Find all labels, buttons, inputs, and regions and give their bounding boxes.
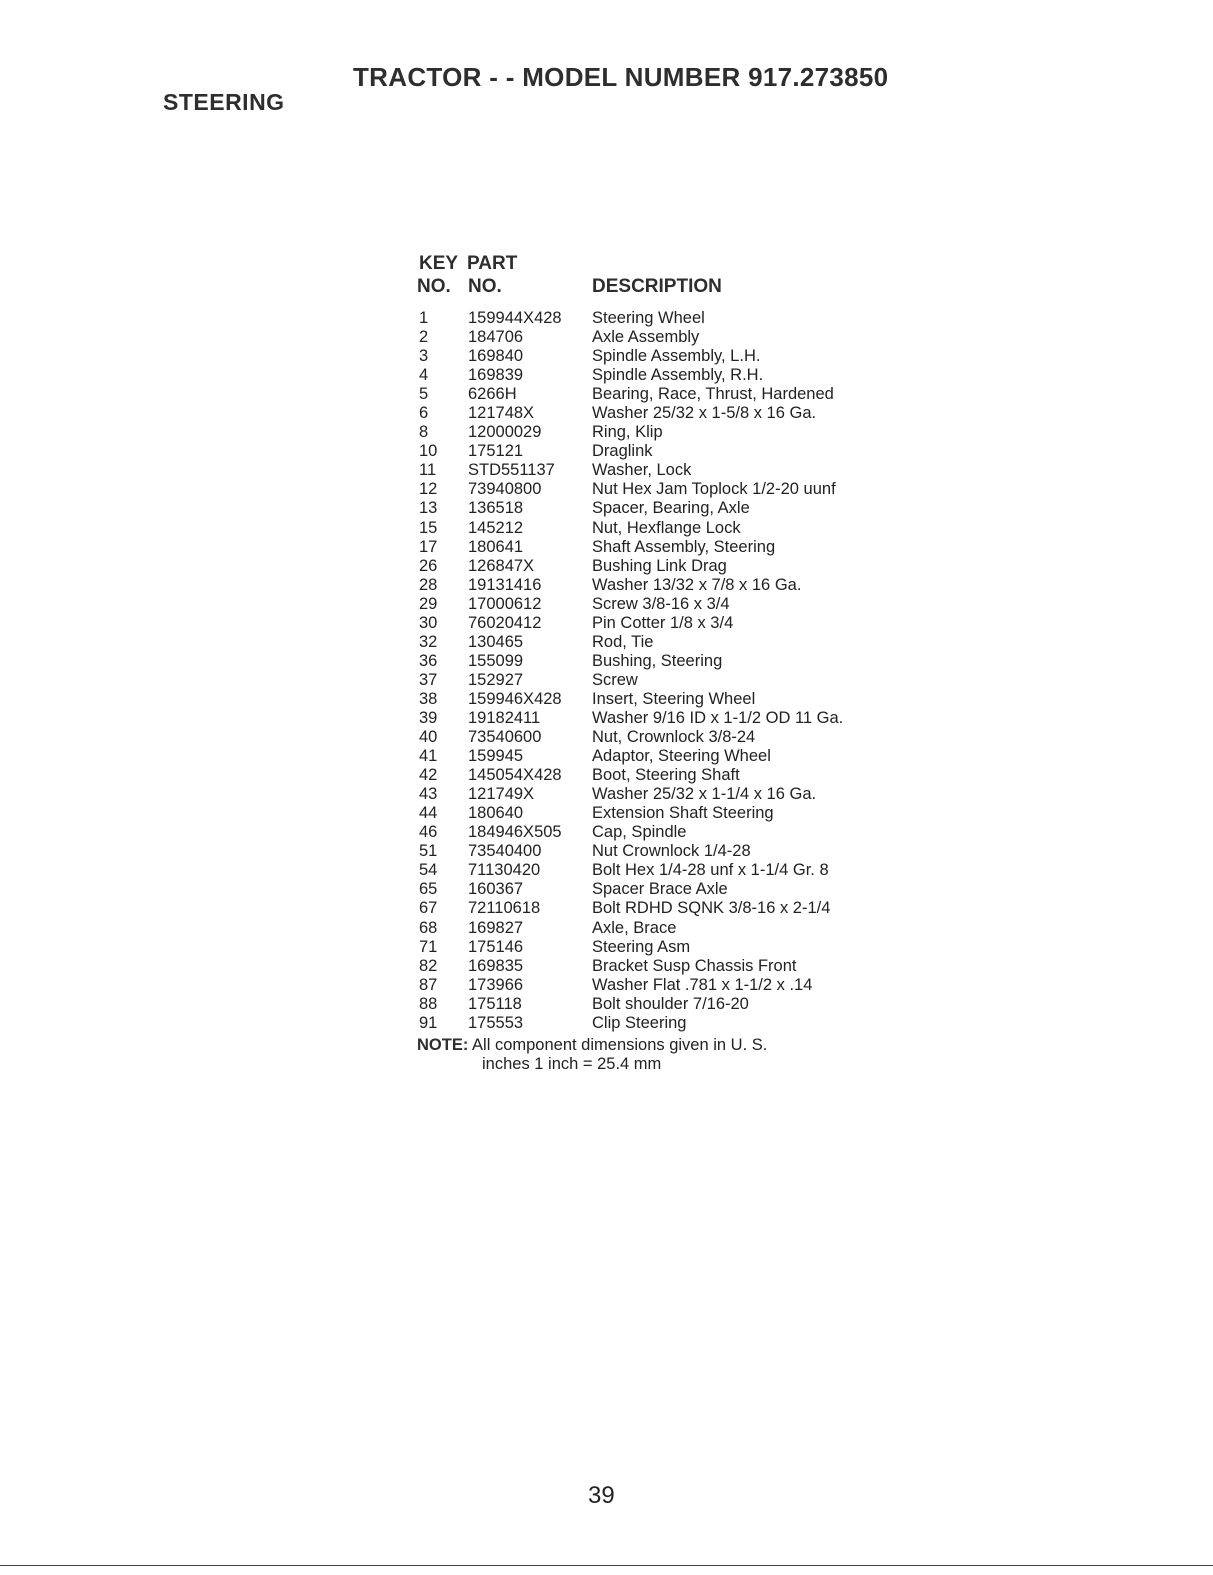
- key-number: 39: [419, 708, 438, 727]
- part-number: 126847X: [468, 556, 535, 575]
- part-number: 169827: [468, 918, 524, 937]
- part-description: Nut, Crownlock 3/8-24: [592, 728, 756, 747]
- key-number: 87: [419, 975, 438, 994]
- part-number: 159946X428: [468, 689, 562, 708]
- page-title: TRACTOR - - MODEL NUMBER 917.273850: [353, 62, 889, 92]
- key-number: 17: [419, 537, 438, 556]
- part-number: 121748X: [468, 404, 535, 423]
- column-header-part-bottom: NO.: [468, 276, 502, 297]
- section-title: STEERING: [163, 89, 285, 115]
- part-description: Washer Flat .781 x 1-1/2 x .14: [592, 975, 813, 994]
- note-line-2: inches 1 inch = 25.4 mm: [482, 1055, 662, 1073]
- part-description: Axle, Brace: [592, 918, 677, 937]
- part-number: 155099: [468, 651, 524, 670]
- part-description: Spindle Assembly, L.H.: [592, 347, 761, 366]
- key-number: 2: [419, 328, 429, 347]
- part-number: 159945: [468, 747, 524, 766]
- part-description: Boot, Steering Shaft: [592, 766, 740, 785]
- part-description: Insert, Steering Wheel: [592, 689, 756, 708]
- part-description: Washer, Lock: [592, 461, 692, 480]
- key-number: 51: [419, 842, 438, 861]
- key-number: 88: [419, 994, 438, 1013]
- key-number: 1: [419, 309, 429, 327]
- part-number: 175553: [468, 1013, 524, 1032]
- part-description: Bolt RDHD SQNK 3/8-16 x 2-1/4: [592, 899, 831, 918]
- part-number: 159944X428: [468, 309, 562, 327]
- part-description: Steering Wheel: [592, 309, 705, 327]
- note-label: NOTE:: [417, 1036, 469, 1054]
- key-number: 12: [419, 480, 438, 499]
- part-number: 169839: [468, 366, 524, 385]
- part-number: 145054X428: [468, 766, 562, 785]
- part-number: 136518: [468, 499, 524, 518]
- part-number: 180641: [468, 537, 524, 556]
- part-description: Nut Crownlock 1/4-28: [592, 842, 751, 861]
- key-number: 32: [419, 632, 438, 651]
- part-number: 73540600: [468, 728, 542, 747]
- part-number: 73940800: [468, 480, 542, 499]
- part-description: Washer 25/32 x 1-1/4 x 16 Ga.: [592, 785, 817, 804]
- part-number: 121749X: [468, 785, 535, 804]
- part-description: Adaptor, Steering Wheel: [592, 747, 771, 766]
- part-description: Washer 25/32 x 1-5/8 x 16 Ga.: [592, 404, 817, 423]
- part-description: Rod, Tie: [592, 632, 654, 651]
- part-description: Screw 3/8-16 x 3/4: [592, 594, 730, 613]
- key-number: 37: [419, 670, 438, 689]
- part-description: Spindle Assembly, R.H.: [592, 366, 764, 385]
- part-description: Clip Steering: [592, 1013, 687, 1032]
- key-number: 13: [419, 499, 438, 518]
- column-header-key-top: KEY: [419, 253, 459, 274]
- part-description: Cap, Spindle: [592, 823, 687, 842]
- key-number: 67: [419, 899, 438, 918]
- part-description: Washer 13/32 x 7/8 x 16 Ga.: [592, 575, 802, 594]
- part-number: 180640: [468, 804, 524, 823]
- part-number: 73540400: [468, 842, 542, 861]
- key-number: 65: [419, 880, 438, 899]
- key-number: 30: [419, 613, 438, 632]
- part-number: 76020412: [468, 613, 542, 632]
- key-number: 42: [419, 766, 438, 785]
- part-number: 184706: [468, 328, 524, 347]
- part-description: Spacer Brace Axle: [592, 880, 728, 899]
- part-number: 130465: [468, 632, 524, 651]
- part-number: STD551137: [468, 461, 555, 480]
- key-number: 38: [419, 689, 438, 708]
- key-number: 28: [419, 575, 438, 594]
- column-header-part-top: PART: [467, 253, 518, 274]
- part-description: Washer 9/16 ID x 1-1/2 OD 11 Ga.: [592, 708, 844, 727]
- part-description: Bushing Link Drag: [592, 556, 727, 575]
- part-description: Bolt shoulder 7/16-20: [592, 994, 749, 1013]
- note: [417, 1036, 767, 1055]
- part-description: Pin Cotter 1/8 x 3/4: [592, 613, 734, 632]
- key-number: 3: [419, 347, 429, 366]
- part-description: Nut, Hexflange Lock: [592, 518, 741, 537]
- part-number: 17000612: [468, 594, 542, 613]
- part-description: Nut Hex Jam Toplock 1/2-20 uunf: [592, 480, 836, 499]
- key-number: 44: [419, 804, 438, 823]
- key-number: 6: [419, 404, 429, 423]
- part-description: Shaft Assembly, Steering: [592, 537, 776, 556]
- part-description: Draglink: [592, 442, 653, 461]
- part-number: 175146: [468, 937, 524, 956]
- part-description: Axle Assembly: [592, 328, 700, 347]
- part-number: 175121: [468, 442, 524, 461]
- page-number: 39: [588, 1482, 615, 1509]
- key-number: 82: [419, 956, 438, 975]
- part-number: 145212: [468, 518, 524, 537]
- key-number: 10: [419, 442, 438, 461]
- column-header-description: DESCRIPTION: [592, 276, 722, 297]
- key-number: 68: [419, 918, 438, 937]
- key-number: 71: [419, 937, 438, 956]
- key-number: 46: [419, 823, 438, 842]
- part-number: 19182411: [468, 708, 541, 727]
- part-number: 12000029: [468, 423, 542, 442]
- key-number: 40: [419, 728, 438, 747]
- key-number: 54: [419, 861, 438, 880]
- part-number: 173966: [468, 975, 524, 994]
- part-number: 6266H: [468, 385, 517, 404]
- part-description: Bearing, Race, Thrust, Hardened: [592, 385, 834, 404]
- key-number: 5: [419, 385, 429, 404]
- part-description: Bushing, Steering: [592, 651, 723, 670]
- part-description: Steering Asm: [592, 937, 691, 956]
- part-description: Ring, Klip: [592, 423, 663, 442]
- part-number: 19131416: [468, 575, 542, 594]
- part-number: 160367: [468, 880, 524, 899]
- bottom-rule: [0, 1565, 1213, 1566]
- key-number: 43: [419, 785, 438, 804]
- key-number: 15: [419, 518, 438, 537]
- part-number: 175118: [468, 994, 522, 1013]
- part-number: 152927: [468, 670, 524, 689]
- key-number: 26: [419, 556, 438, 575]
- key-number: 8: [419, 423, 429, 442]
- part-number: 72110618: [468, 899, 541, 918]
- part-description: Screw: [592, 670, 638, 689]
- part-description: Extension Shaft Steering: [592, 804, 774, 823]
- key-number: 11: [419, 461, 437, 480]
- part-number: 71130420: [468, 861, 541, 880]
- part-number: 169835: [468, 956, 524, 975]
- part-description: Spacer, Bearing, Axle: [592, 499, 750, 518]
- key-number: 4: [419, 366, 429, 385]
- key-number: 91: [419, 1013, 438, 1032]
- part-number: 169840: [468, 347, 524, 366]
- column-header-key-bottom: NO.: [417, 276, 451, 297]
- part-description: Bolt Hex 1/4-28 unf x 1-1/4 Gr. 8: [592, 861, 829, 880]
- key-number: 41: [419, 747, 438, 766]
- part-number: 184946X505: [468, 823, 562, 842]
- key-number: 29: [419, 594, 438, 613]
- note-line-1: All component dimensions given in U. S.: [472, 1036, 768, 1054]
- part-description: Bracket Susp Chassis Front: [592, 956, 797, 975]
- key-number: 36: [419, 651, 438, 670]
